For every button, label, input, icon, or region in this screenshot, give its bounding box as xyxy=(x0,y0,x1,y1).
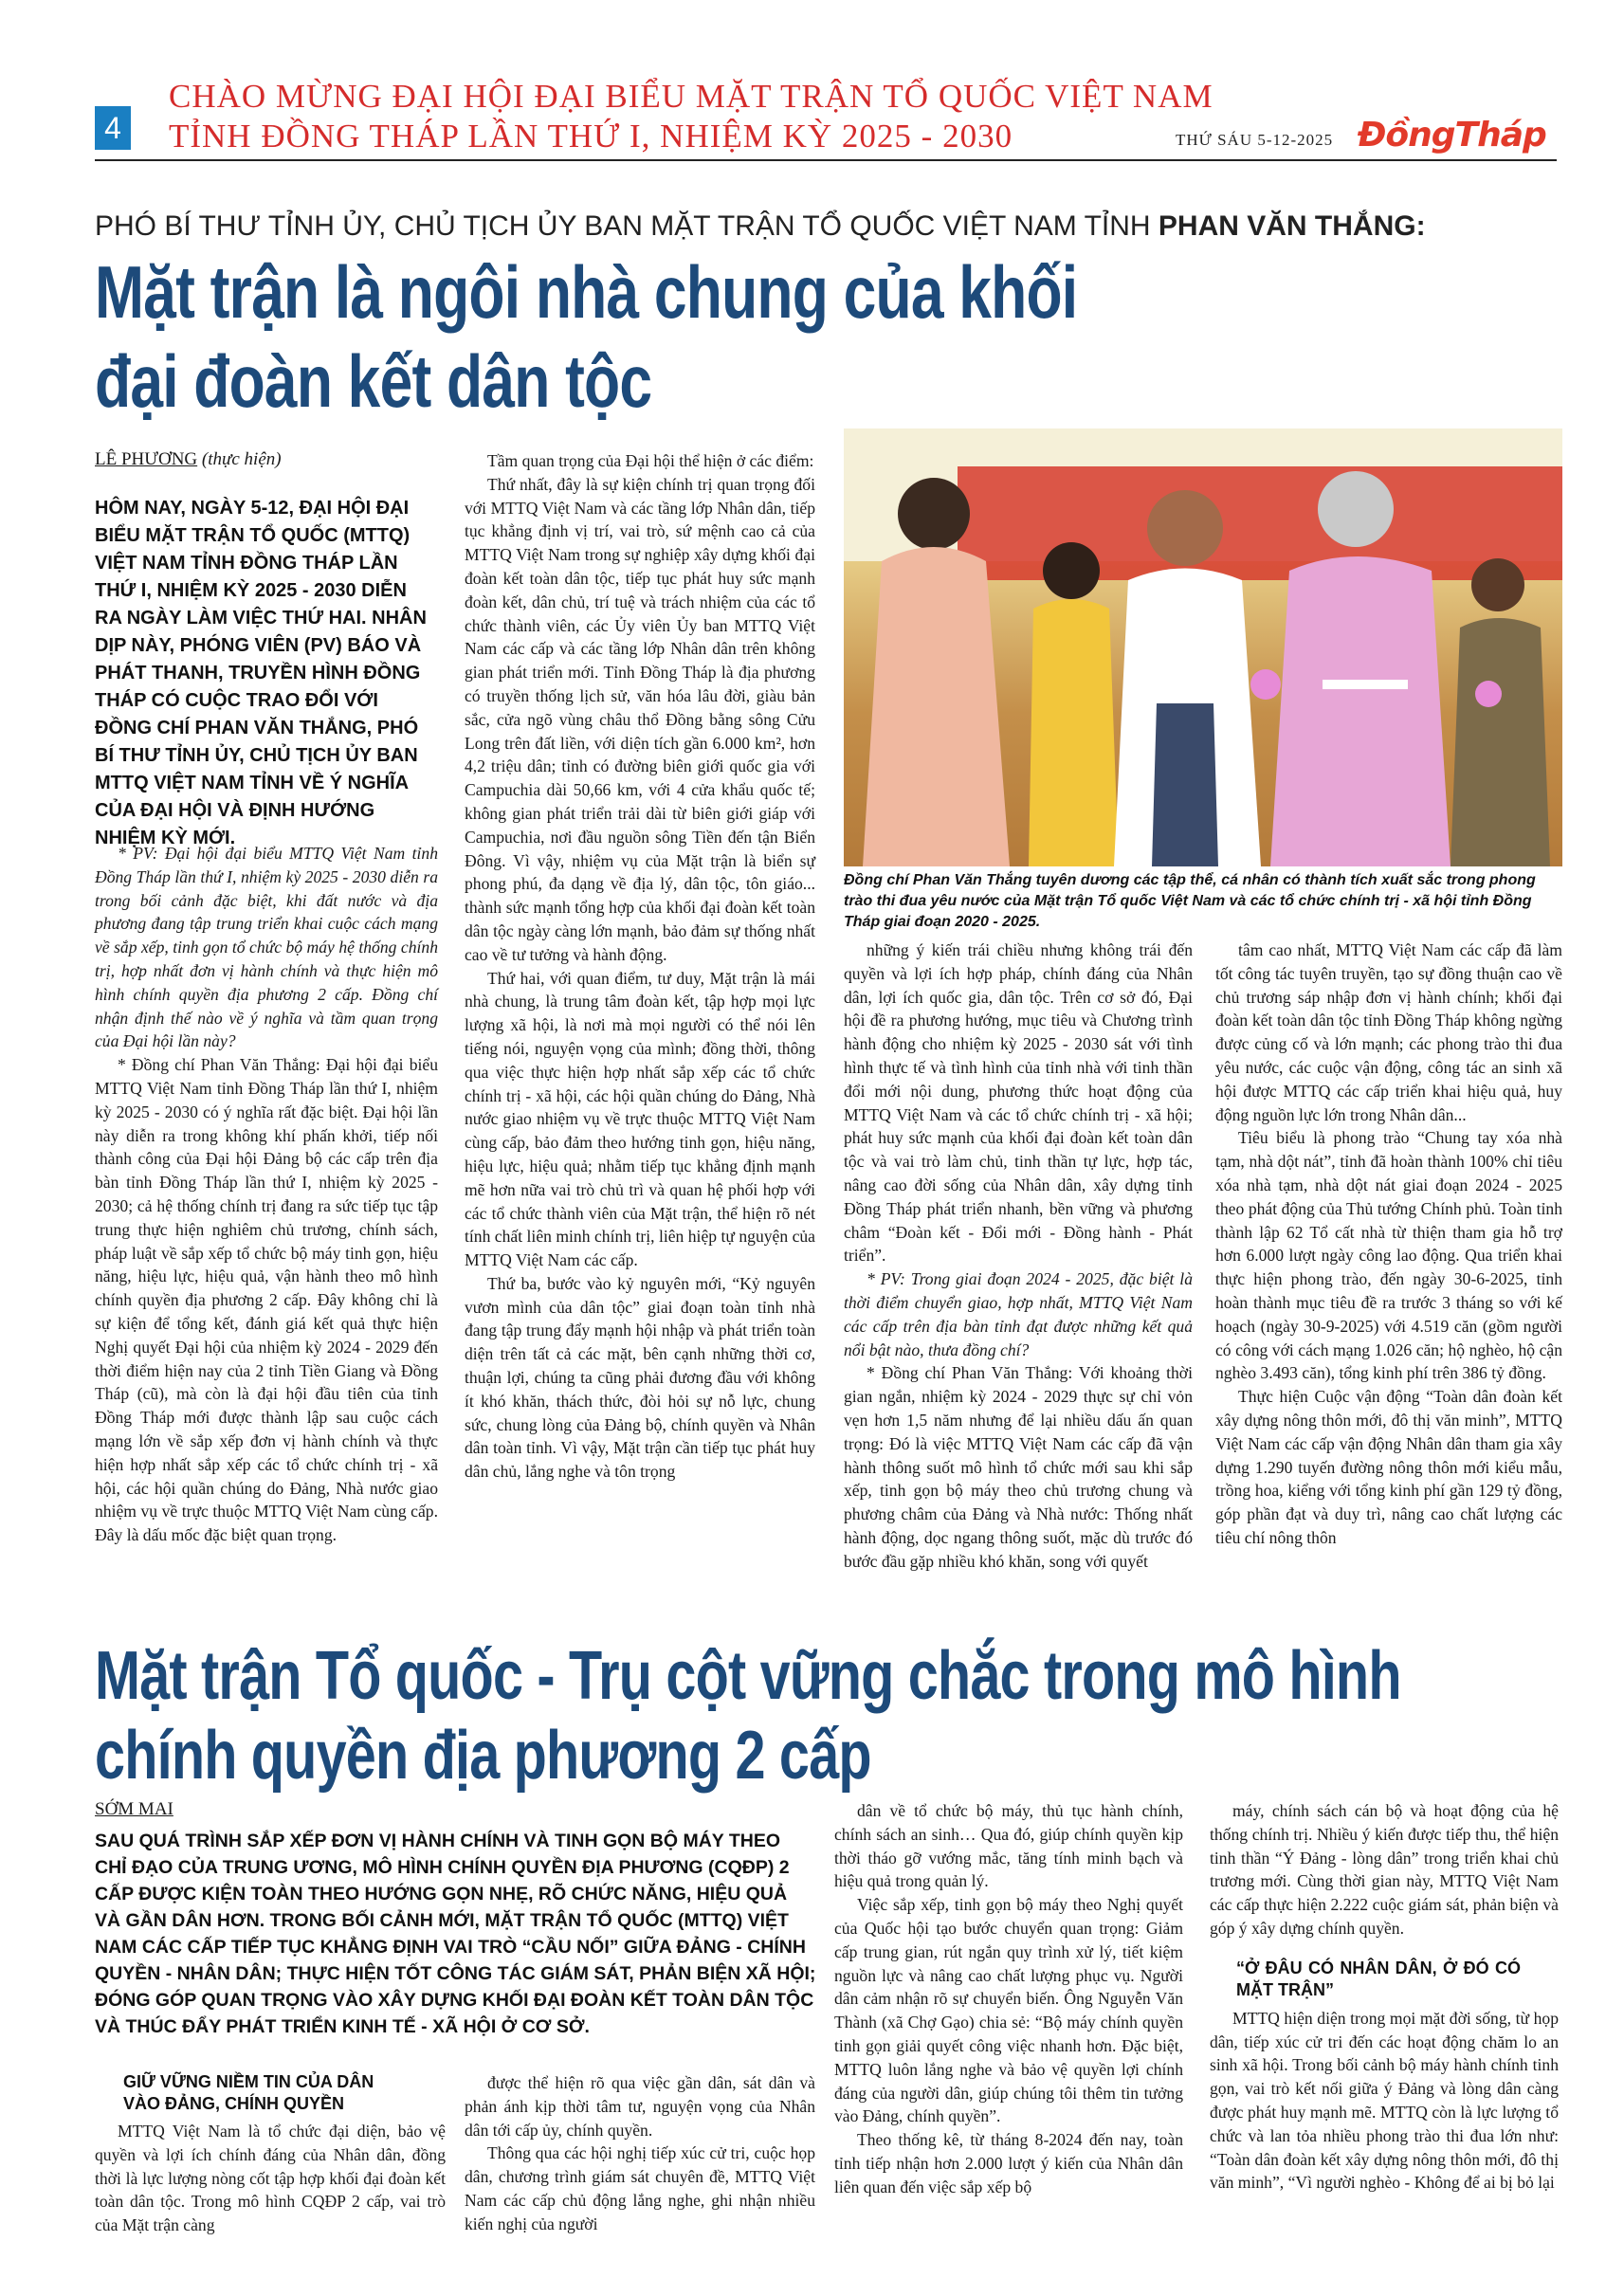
header-rule xyxy=(95,159,1557,161)
article1-kicker xyxy=(95,210,1426,243)
article2-column-3 xyxy=(834,1799,1183,2199)
article1-headline-line1: Mặt trận là ngôi nhà chung của khối xyxy=(95,250,1078,334)
answer-1: * Đồng chí Phan Văn Thắng: Đại hội đại biểu MTTQ Việt Nam tỉnh Đồng Tháp lần thứ I, nhiệm kỳ 2025 - 2030 có ý nghĩa rất đặc biệt. Đại hội lần này diễn ra trong không khí phấn khởi, tiếp nối thành công của Đại hội Đảng bộ các cấp trên địa bàn tỉnh Đồng Tháp lần thứ I, nhiệm kỳ 2025 - 2030; cả hệ thống chính trị đang ra sức tiếp tục tập trung thực hiện nghiêm chủ trương, chính sách, pháp luật về sắp xếp tổ chức bộ máy tinh gọn, hiệu năng, hiệu lực, hiệu quả, vận hành theo mô hình chính quyền địa phương 2 cấp. Đây không chỉ là sự kiện để tổng kết, đánh giá kết quả thực hiện Nghị quyết Đại hội của nhiệm kỳ 2024 - 2029 đến thời điểm hiện nay của 2 tỉnh Tiền Giang và Đồng Tháp (cũ), mà còn là đại hội đầu tiên của tỉnh Đồng Tháp mới được thành lập sau cuộc cách mạng lớn về sắp xếp đơn vị hành chính và thực hiện hợp nhất sắp xếp các tổ chức chính trị - xã hội, các hội quần chúng do Đảng, Nhà nước giao nhiệm vụ về trực thuộc MTTQ Việt Nam cùng cấp. Đây là dấu mốc đặc biệt quan trọng. xyxy=(95,1055,438,1545)
article2-subhead-1: GIỮ VỮNG NIỀM TIN CỦA DÂN VÀO ĐẢNG, CHÍNH QUYỀN xyxy=(123,2072,374,2113)
article1-photo xyxy=(844,428,1562,866)
banner-line-2: TỈNH ĐỒNG THÁP LẦN THỨ I, NHIỆM KỲ 2025 - 2030 xyxy=(169,118,1013,155)
a2-col3-paragraph-3: Theo thống kê, từ tháng 8-2024 đến nay, toàn tỉnh tiếp nhận hơn 2.000 lượt ý kiến của Nhân dân liên quan đến việc sắp xếp bộ xyxy=(834,2130,1183,2196)
col4-paragraph-3: Thực hiện Cuộc vận động “Toàn dân đoàn kết xây dựng nông thôn mới, đô thị văn minh”, MTTQ Việt Nam các cấp vận động Nhân dân tham gia xây dựng 1.290 tuyến đường nông thôn mới kiểu mẫu, trồng hoa, kiểng với tổng kinh phí gần 129 tỷ đồng, góp phần đạt và duy trì, nâng cao chất lượng các tiêu chí nông thôn xyxy=(1215,1387,1562,1547)
a2-col3-paragraph-1: dân về tổ chức bộ máy, thủ tục hành chính, chính sách an sinh… Qua đó, giúp chính quyền kịp thời tháo gỡ vướng mắc, tăng tính minh bạch và hiệu quả trong quản lý. xyxy=(834,1801,1183,1891)
col2-paragraph-1: Tầm quan trọng của Đại hội thể hiện ở các điểm: xyxy=(487,451,814,470)
article2-column-1 xyxy=(95,2120,446,2237)
col2-paragraph-4: Thứ ba, bước vào kỷ nguyên mới, “Kỷ nguyên vươn mình của dân tộc” giai đoạn toàn tỉnh nhà đang tập trung đẩy mạnh hội nhập và phát triển toàn diện trên tất cả các mặt, bên cạnh những thời cơ, thuận lợi, chúng ta cũng phải đương đầu với không ít khó khăn, thách thức, đòi hỏi sự nỗ lực, chung sức, chung lòng của Đảng bộ, chính quyền và Nhân dân toàn tỉnh. Vì vậy, Mặt trận cần tiếp tục phát huy dân chủ, lắng nghe và tôn trọng xyxy=(465,1273,815,1482)
article1-byline xyxy=(95,449,282,470)
article1-column-1 xyxy=(95,842,438,1547)
a2-col4-paragraph-1: máy, chính sách cán bộ và hoạt động của hệ thống chính trị. Nhiều ý kiến được tiếp thu, thể hiện tinh thần “Ý Đảng - lòng dân” trong triển khai chủ trương mới. Cùng thời gian này, MTTQ Việt Nam các cấp thực hiện 2.222 cuộc giám sát, phản biện và góp ý xây dựng chính quyền. xyxy=(1210,1801,1559,1938)
byline-name: SỚM MAI xyxy=(95,1799,173,1819)
col2-paragraph-2: Thứ nhất, đây là sự kiện chính trị quan trọng đối với MTTQ Việt Nam và các tầng lớp Nhân dân, tiếp tục khẳng định vị trí, vai trò, sứ mệnh cao cả của MTTQ Việt Nam trong sự nghiệp xây dựng khối đại đoàn kết toàn dân tộc, tiếp tục phát huy sức mạnh đoàn kết, dân chủ, trí tuệ và trách nhiệm của các tổ chức thành viên, các Ủy viên Ủy ban MTTQ Việt Nam các cấp và các tầng lớp Nhân dân trên không gian phát triển mới. Tỉnh Đồng Tháp là địa phương có truyền thống lịch sử, văn hóa lâu đời, giàu bản sắc, cửa ngõ vùng châu thổ Đồng bằng sông Cửu Long trên đất liền, với diện tích gần 6.000 km², hơn 4,2 triệu dân; tỉnh có đường biên giới quốc gia với Campuchia dài 50,66 km, với 4 cửa khẩu quốc tế; không gian phát triển trải dài từ biên giới giáp với Campuchia, nơi đầu nguồn sông Tiền đến tận Biển Đông. Vì vậy, nhiệm vụ của Mặt trận là biển sự phong phú, đa dạng về địa lý, dân tộc, tôn giáo... thành sức mạnh tổng hợp của khối đại đoàn kết toàn dân tộc ngày càng lớn mạnh, bảo đảm sự thống nhất cao về tư tưởng và hành động. xyxy=(465,474,815,964)
answer-2: * Đồng chí Phan Văn Thắng: Với khoảng thời gian ngắn, nhiệm kỳ 2024 - 2029 thực sự chỉ vỏn vẹn hơn 1,5 năm nhưng để lại nhiều dấu ấn quan trọng: Đó là việc MTTQ Việt Nam các cấp đã vận hành thông suốt mô hình tổ chức mới sau khi sắp xếp, tinh gọn bộ máy theo chủ trương chung và phương châm của Đảng và Nhà nước: Thống nhất hành động, dọc ngang thông suốt, mặc dù trước đó bước đầu gặp nhiều khó khăn, song với quyết xyxy=(844,1363,1193,1571)
article2-column-2 xyxy=(465,2071,815,2236)
article1-column-4 xyxy=(1215,938,1562,1550)
article1-column-3 xyxy=(844,938,1193,1574)
page-number: 4 xyxy=(95,106,131,150)
col3-paragraph-1: những ý kiến trái chiều nhưng không trái đến quyền và lợi ích hợp pháp, chính đáng của Nhân dân, lợi ích quốc gia, dân tộc. Trên cơ sở đó, Đại hội đề ra phương hướng, mục tiêu và Chương trình hành động cho nhiệm kỳ 2025 - 2030 sát với tình hình thực tế và tình hình của tỉnh nhà với tinh thần đổi mới nội dung, phương thức hoạt động của MTTQ Việt Nam và các tổ chức chính trị - xã hội; phát huy sức mạnh của khối đại đoàn kết toàn dân tộc và vai trò làm chủ, tinh thần tự lực, hợp tác, nâng cao đời sống của Nhân dân, xây dựng tỉnh Đồng Tháp phát triển nhanh, bền vững và phương châm “Đoàn kết - Đổi mới - Đồng hành - Phát triển”. xyxy=(844,940,1193,1266)
article1-headline-line2: đại đoàn kết dân tộc xyxy=(95,339,652,423)
photo-caption: Đồng chí Phan Văn Thắng tuyên dương các tập thể, cá nhân có thành tích xuất sắc trong phong trào thi đua yêu nước của Mặt trận Tổ quốc Việt Nam và các tổ chức chính trị - xã hội tỉnh Đồng Tháp giai đoạn 2020 - 2025. xyxy=(844,872,1536,930)
col4-paragraph-2: Tiêu biểu là phong trào “Chung tay xóa nhà tạm, nhà dột nát”, tỉnh đã hoàn thành 100% chỉ tiêu xóa nhà tạm, nhà dột nát giai đoạn 2024 - 2025 theo phát động của Thủ tướng Chính phủ. Toàn tỉnh thành lập 62 Tổ cất nhà từ thiện tham gia hỗ trợ hơn 6.000 lượt ngày công lao động. Qua triển khai thực hiện phong trào, đến ngày 30-6-2025, tỉnh hoàn thành mục tiêu đề ra trước 3 tháng so với kế hoạch (ngày 30-9-2025) với 4.519 căn (gồm người có công với cách mạng 1.026 căn; hộ nghèo, hộ cận nghèo 3.493 căn), tổng kinh phí trên 386 tỷ đồng. xyxy=(1215,1128,1562,1383)
banner-line-1: CHÀO MỪNG ĐẠI HỘI ĐẠI BIỂU MẶT TRẬN TỔ QUỐC VIỆT NAM xyxy=(169,78,1213,115)
article2-column-4 xyxy=(1210,1799,1559,2195)
col2-paragraph-3: Thứ hai, với quan điểm, tư duy, Mặt trận là mái nhà chung, là trung tâm đoàn kết, tập hợp mọi lực lượng xã hội, là nơi mà mọi người có thể nói lên tiếng nói, nguyện vọng của mình; đồng thời, thông qua việc thực hiện hợp nhất sắp xếp các tổ chức chính trị - xã hội, các hội quần chúng do Đảng, Nhà nước giao nhiệm vụ về trực thuộc MTTQ Việt Nam cùng cấp, bảo đảm theo hướng tinh gọn, hiệu năng, hiệu lực, hiệu quả; nhằm tiếp tục khẳng định mạnh mẽ hơn nữa vai trò chủ trì và quan hệ phối hợp với các tổ chức thành viên của Mặt trận, thể hiện rõ nét tính chất liên minh chính trị, liên hiệp tự nguyện của MTTQ Việt Nam các cấp. xyxy=(465,968,815,1270)
a2-col1-paragraph-1: MTTQ Việt Nam là tổ chức đại diện, bảo vệ quyền và lợi ích chính đáng của Nhân dân, đồng thời là lực lượng nòng cốt tập hợp khối đại đoàn kết toàn dân tộc. Trong mô hình CQĐP 2 cấp, vai trò của Mặt trận càng xyxy=(95,2122,446,2235)
byline-name: LÊ PHƯƠNG xyxy=(95,449,198,469)
kicker-name: PHAN VĂN THẮNG: xyxy=(1158,210,1426,242)
a2-col3-paragraph-2: Việc sắp xếp, tinh gọn bộ máy theo Nghị quyết của Quốc hội tạo bước chuyển quan trọng: Giảm cấp trung gian, rút ngắn quy trình xử lý, tiết kiệm nguồn lực và nâng cao chất lượng phục vụ. Người dân cảm nhận rõ sự chuyển biến. Ông Nguyễn Văn Thành (xã Chợ Gạo) chia sẻ: “Bộ máy chính quyền tinh gọn giải quyết công việc nhanh hơn. Đặc biệt, MTTQ luôn lắng nghe và bảo vệ quyền lợi chính đáng của người dân, giúp chúng tôi thêm tin tưởng vào Đảng, chính quyền”. xyxy=(834,1895,1183,2126)
byline-role: (thực hiện) xyxy=(201,449,282,469)
a2-col4-paragraph-2: MTTQ hiện diện trong mọi mặt đời sống, từ họp dân, tiếp xúc cử tri đến các hoạt động chăm lo an sinh xã hội. Trong bối cảnh bộ máy hành chính tinh gọn, vai trò kết nối giữa ý Đảng và lòng dân càng được phát huy mạnh mẽ. MTTQ còn là lực lượng tổ chức và lan tỏa nhiều phong trào thi đua lớn như: “Toàn dân đoàn kết xây dựng nông thôn mới, đô thị văn minh”, “Vì người nghèo - Không để ai bị bỏ lại xyxy=(1210,2008,1559,2193)
a2-col2-paragraph-1: được thể hiện rõ qua việc gần dân, sát dân và phản ánh kịp thời tâm tư, nguyện vọng của Nhân dân tới cấp ủy, chính quyền. xyxy=(465,2073,815,2140)
article2-subhead-2: “Ở ĐÂU CÓ NHÂN DÂN, Ở ĐÓ CÓ MẶT TRẬN” xyxy=(1236,1958,1521,1999)
article2-headline-line1: Mặt trận Tổ quốc - Trụ cột vững chắc trong mô hình xyxy=(95,1638,1401,1714)
question-2: * PV: Trong giai đoạn 2024 - 2025, đặc biệt là thời điểm chuyển giao, hợp nhất, MTTQ Việt Nam các cấp trên địa bàn tỉnh đạt được những kết quả nổi bật nào, thưa đồng chí? xyxy=(844,1269,1193,1359)
kicker-text: PHÓ BÍ THƯ TỈNH ỦY, CHỦ TỊCH ỦY BAN MẶT TRẬN TỔ QUỐC VIỆT NAM TỈNH xyxy=(95,210,1151,242)
question-1: * PV: Đại hội đại biểu MTTQ Việt Nam tỉnh Đồng Tháp lần thứ I, nhiệm kỳ 2025 - 2030 diễn ra trong bối cảnh đặc biệt, khi đất nước và địa phương đang tập trung triển khai cuộc cách mạng về sắp xếp, tinh gọn tổ chức bộ máy hệ thống chính trị, hợp nhất đơn vị hành chính và thực hiện mô hình chính quyền địa phương 2 cấp. Đồng chí nhận định thế nào về ý nghĩa và tầm quan trọng của Đại hội lần này? xyxy=(95,844,438,1051)
article1-column-2 xyxy=(465,449,815,1484)
article1-lead: HÔM NAY, NGÀY 5-12, ĐẠI HỘI ĐẠI BIỂU MẶT TRẬN TỔ QUỐC (MTTQ) VIỆT NAM TỈNH ĐỒNG THÁP LẦN THỨ I, NHIỆM KỲ 2025 - 2030 DIỄN RA NGÀY LÀM VIỆC THỨ HAI. NHÂN DỊP NÀY, PHÓNG VIÊN (PV) BÁO VÀ PHÁT THANH, TRUYỀN HÌNH ĐỒNG THÁP CÓ CUỘC TRAO ĐỔI VỚI ĐỒNG CHÍ PHAN VĂN THẮNG, PHÓ BÍ THƯ TỈNH ỦY, CHỦ TỊCH ỦY BAN MTTQ VIỆT NAM TỈNH VỀ Ý NGHĨA CỦA ĐẠI HỘI VÀ ĐỊNH HƯỚNG NHIỆM KỲ MỚI. xyxy=(95,498,427,848)
newspaper-logo: ĐồngTháp xyxy=(1358,116,1546,155)
article2-headline-line2: chính quyền địa phương 2 cấp xyxy=(95,1718,871,1794)
photo-illustration xyxy=(844,428,1562,866)
issue-date: THỨ SÁU 5-12-2025 xyxy=(1176,131,1334,149)
a2-col2-paragraph-2: Thông qua các hội nghị tiếp xúc cử tri, cuộc họp dân, chương trình giám sát chuyên đề, MTTQ Việt Nam các cấp chủ động lắng nghe, ghi nhận nhiều kiến nghị của người xyxy=(465,2143,815,2233)
article2-lead: SAU QUÁ TRÌNH SẮP XẾP ĐƠN VỊ HÀNH CHÍNH VÀ TINH GỌN BỘ MÁY THEO CHỈ ĐẠO CỦA TRUNG ƯƠNG, MÔ HÌNH CHÍNH QUYỀN ĐỊA PHƯƠNG (CQĐP) 2 CẤP ĐƯỢC KIỆN TOÀN THEO HƯỚNG GỌN NHẸ, RÕ CHỨC NĂNG, HIỆU QUẢ VÀ GẦN DÂN HƠN. TRONG BỐI CẢNH MỚI, MẶT TRẬN TỔ QUỐC (MTTQ) VIỆT NAM CÁC CẤP TIẾP TỤC KHẲNG ĐỊNH VAI TRÒ “CẦU NỐI” GIỮA ĐẢNG - CHÍNH QUYỀN - NHÂN DÂN; THỰC HIỆN TỐT CÔNG TÁC GIÁM SÁT, PHẢN BIỆN XÃ HỘI; ĐÓNG GÓP QUAN TRỌNG VÀO XÂY DỰNG KHỐI ĐẠI ĐOÀN KẾT TOÀN DÂN TỘC VÀ THÚC ĐẨY PHÁT TRIỂN KINH TẾ - XÃ HỘI Ở CƠ SỞ. xyxy=(95,1831,816,2037)
col4-paragraph-1: tâm cao nhất, MTTQ Việt Nam các cấp đã làm tốt công tác tuyên truyền, tạo sự đồng thuận cao về chủ trương sáp nhập đơn vị hành chính; khối đại đoàn kết toàn dân tộc tỉnh Đồng Tháp không ngừng được củng cố và lớn mạnh; các phong trào thi đua yêu nước, các cuộc vận động, công tác an sinh xã hội được MTTQ các cấp triển khai hiệu quả, huy động nguồn lực lớn trong Nhân dân... xyxy=(1215,940,1562,1124)
article2-byline xyxy=(95,1799,173,1820)
